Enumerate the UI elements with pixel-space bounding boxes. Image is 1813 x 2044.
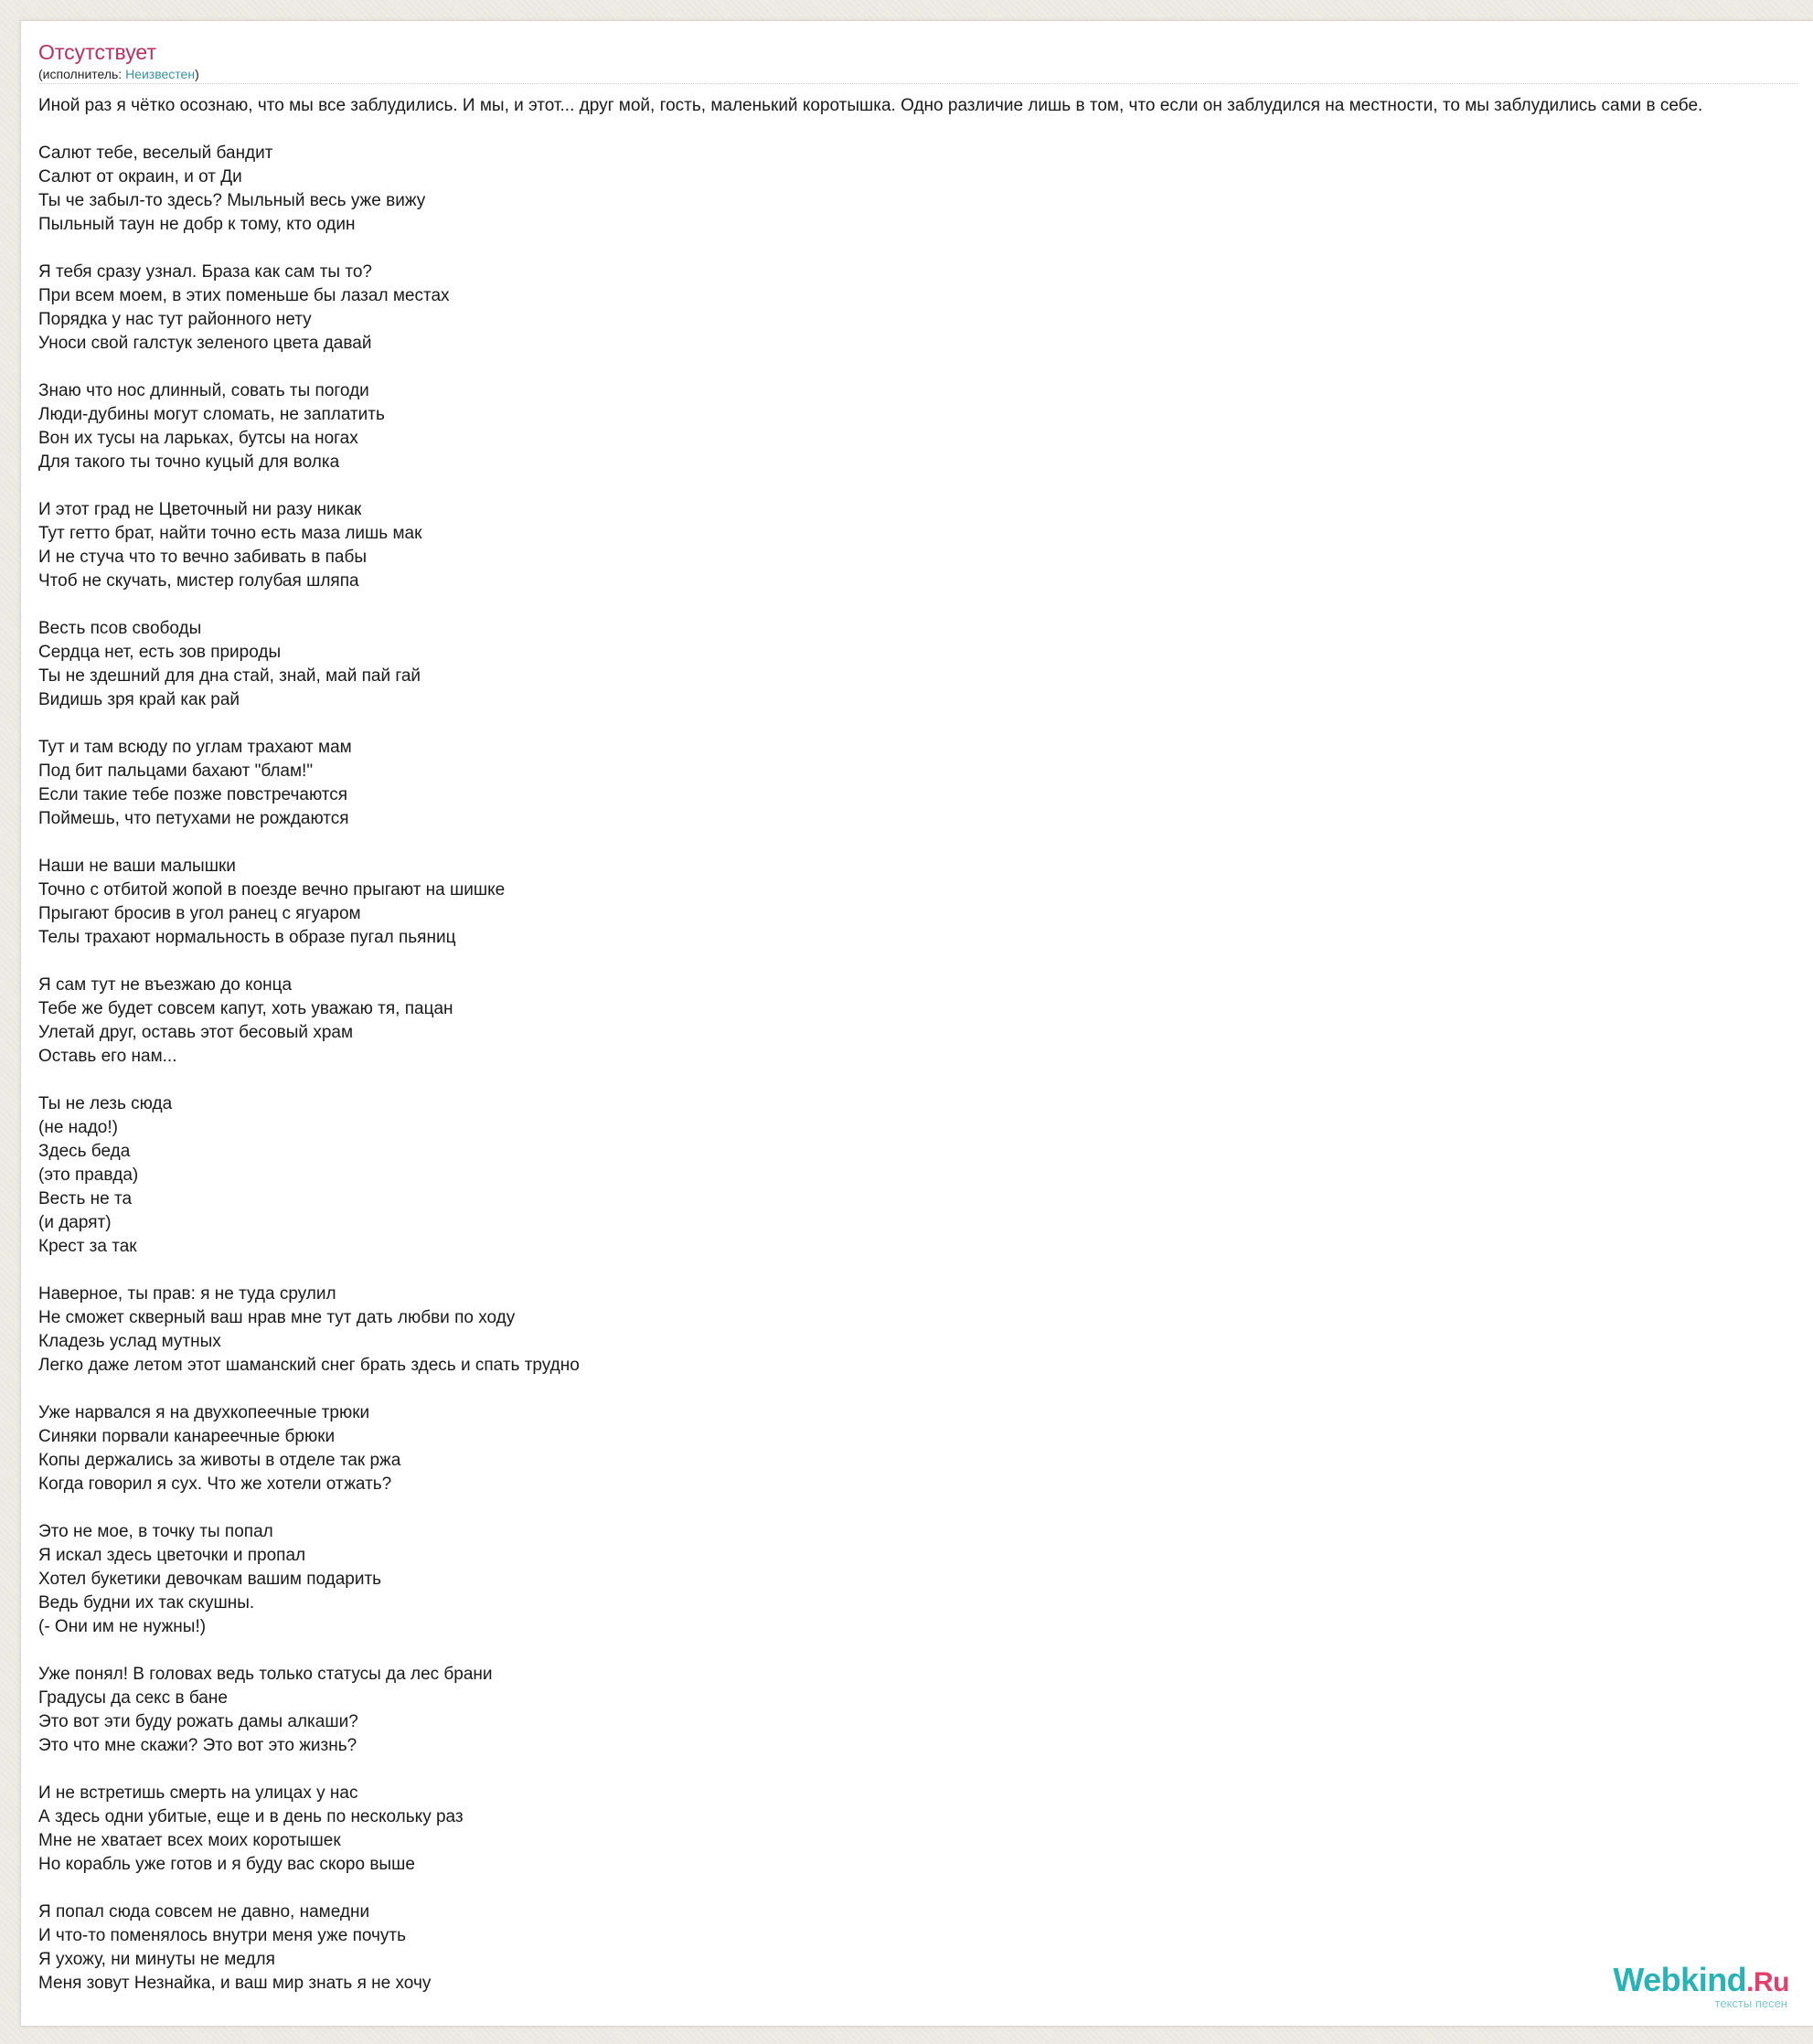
site-logo-tagline: тексты песен: [1714, 1996, 1787, 2010]
site-logo-wordmark: [1613, 1961, 1789, 1998]
lyrics-card: [20, 20, 1813, 2027]
lyrics-text: Иной раз я чётко осознаю, что мы все заблудились. И мы, и этот... друг мой, гость, маленький коротышка. Одно различие лишь в том, что если он заблудился на местности, то мы заблудились сами в себе. Салют тебе, веселый бандит Салют от окраин, и от Ди Ты че забыл-то здесь? Мыльный весь уже вижу Пыльный таун не добр к тому, кто один Я тебя сразу узнал. Браза как сам ты то? При всем моем, в этих поменьше бы лазал местах Порядка у нас тут районного нету Уноси свой галстук зеленого цвета давай Знаю что нос длинный, совать ты погоди Люди-дубины могут сломать, не заплатить Вон их тусы на ларьках, бутсы на ногах Для такого ты точно куцый для волка И этот град не Цветочный ни разу никак Тут гетто брат, найти точно есть маза лишь мак И не стуча что то вечно забивать в пабы Чтоб не скучать, мистер голубая шляпа Весть псов свободы Сердца нет, есть зов природы Ты не здешний для дна стай, знай, май пай гай Видишь зря край как рай Тут и там всюду по углам трахают мам Под бит пальцами бахают "блам!" Если такие тебе позже повстречаются Поймешь, что петухами не рождаются Наши не ваши малышки Точно с отбитой жопой в поезде вечно прыгают на шишке Прыгают бросив в угол ранец с ягуаром Телы трахают нормальность в образе пугал пьяниц Я сам тут не въезжаю до конца Тебе же будет совсем капут, хоть уважаю тя, пацан Улетай друг, оставь этот бесовый храм Оставь его нам... Ты не лезь сюда (не надо!) Здесь беда (это правда) Весть не та (и дарят) Крест за так Наверное, ты прав: я не туда срулил Не сможет скверный ваш нрав мне тут дать любви по ходу Кладезь услад мутных Легко даже летом этот шаманский снег брать здесь и спать трудно Уже нарвался я на двухкопеечные трюки Синяки порвали канареечные брюки Копы держались за животы в отделе так ржа Когда говорил я сух. Что же хотели отжать? Это не мое, в точку ты попал Я искал здесь цветочки и пропал Хотел букетики девочкам вашим подарить Ведь будни их так скушны. (- Они им не нужны!) Уже понял! В головах ведь только статусы да лес брани Градусы да секс в бане Это вот эти буду рожать дамы алкаши? Это что мне скажи? Это вот это жизнь? И не встретишь смерть на улицах у нас А здесь одни убитые, еще и в день по нескольку раз Мне не хватает всех моих коротышек Но корабль уже готов и я буду вас скоро выше Я попал сюда совсем не давно, намедни И что-то поменялось внутри меня уже почуть Я ухожу, ни минуты не медля Меня зовут Незнайка, и ваш мир знать я не хочу: [38, 96, 1703, 1993]
artist-link[interactable]: Неизвестен: [125, 67, 196, 81]
site-logo-tld: .Ru: [1746, 1967, 1789, 1997]
site-logo: [1613, 1961, 1789, 2010]
site-logo-brand: Webkind: [1613, 1961, 1747, 1998]
song-title: Отсутствует: [38, 40, 156, 64]
artist-suffix: ): [195, 67, 199, 81]
title-divider: [38, 83, 1798, 84]
artist-line: [38, 66, 199, 82]
artist-prefix: (исполнитель:: [38, 67, 126, 81]
